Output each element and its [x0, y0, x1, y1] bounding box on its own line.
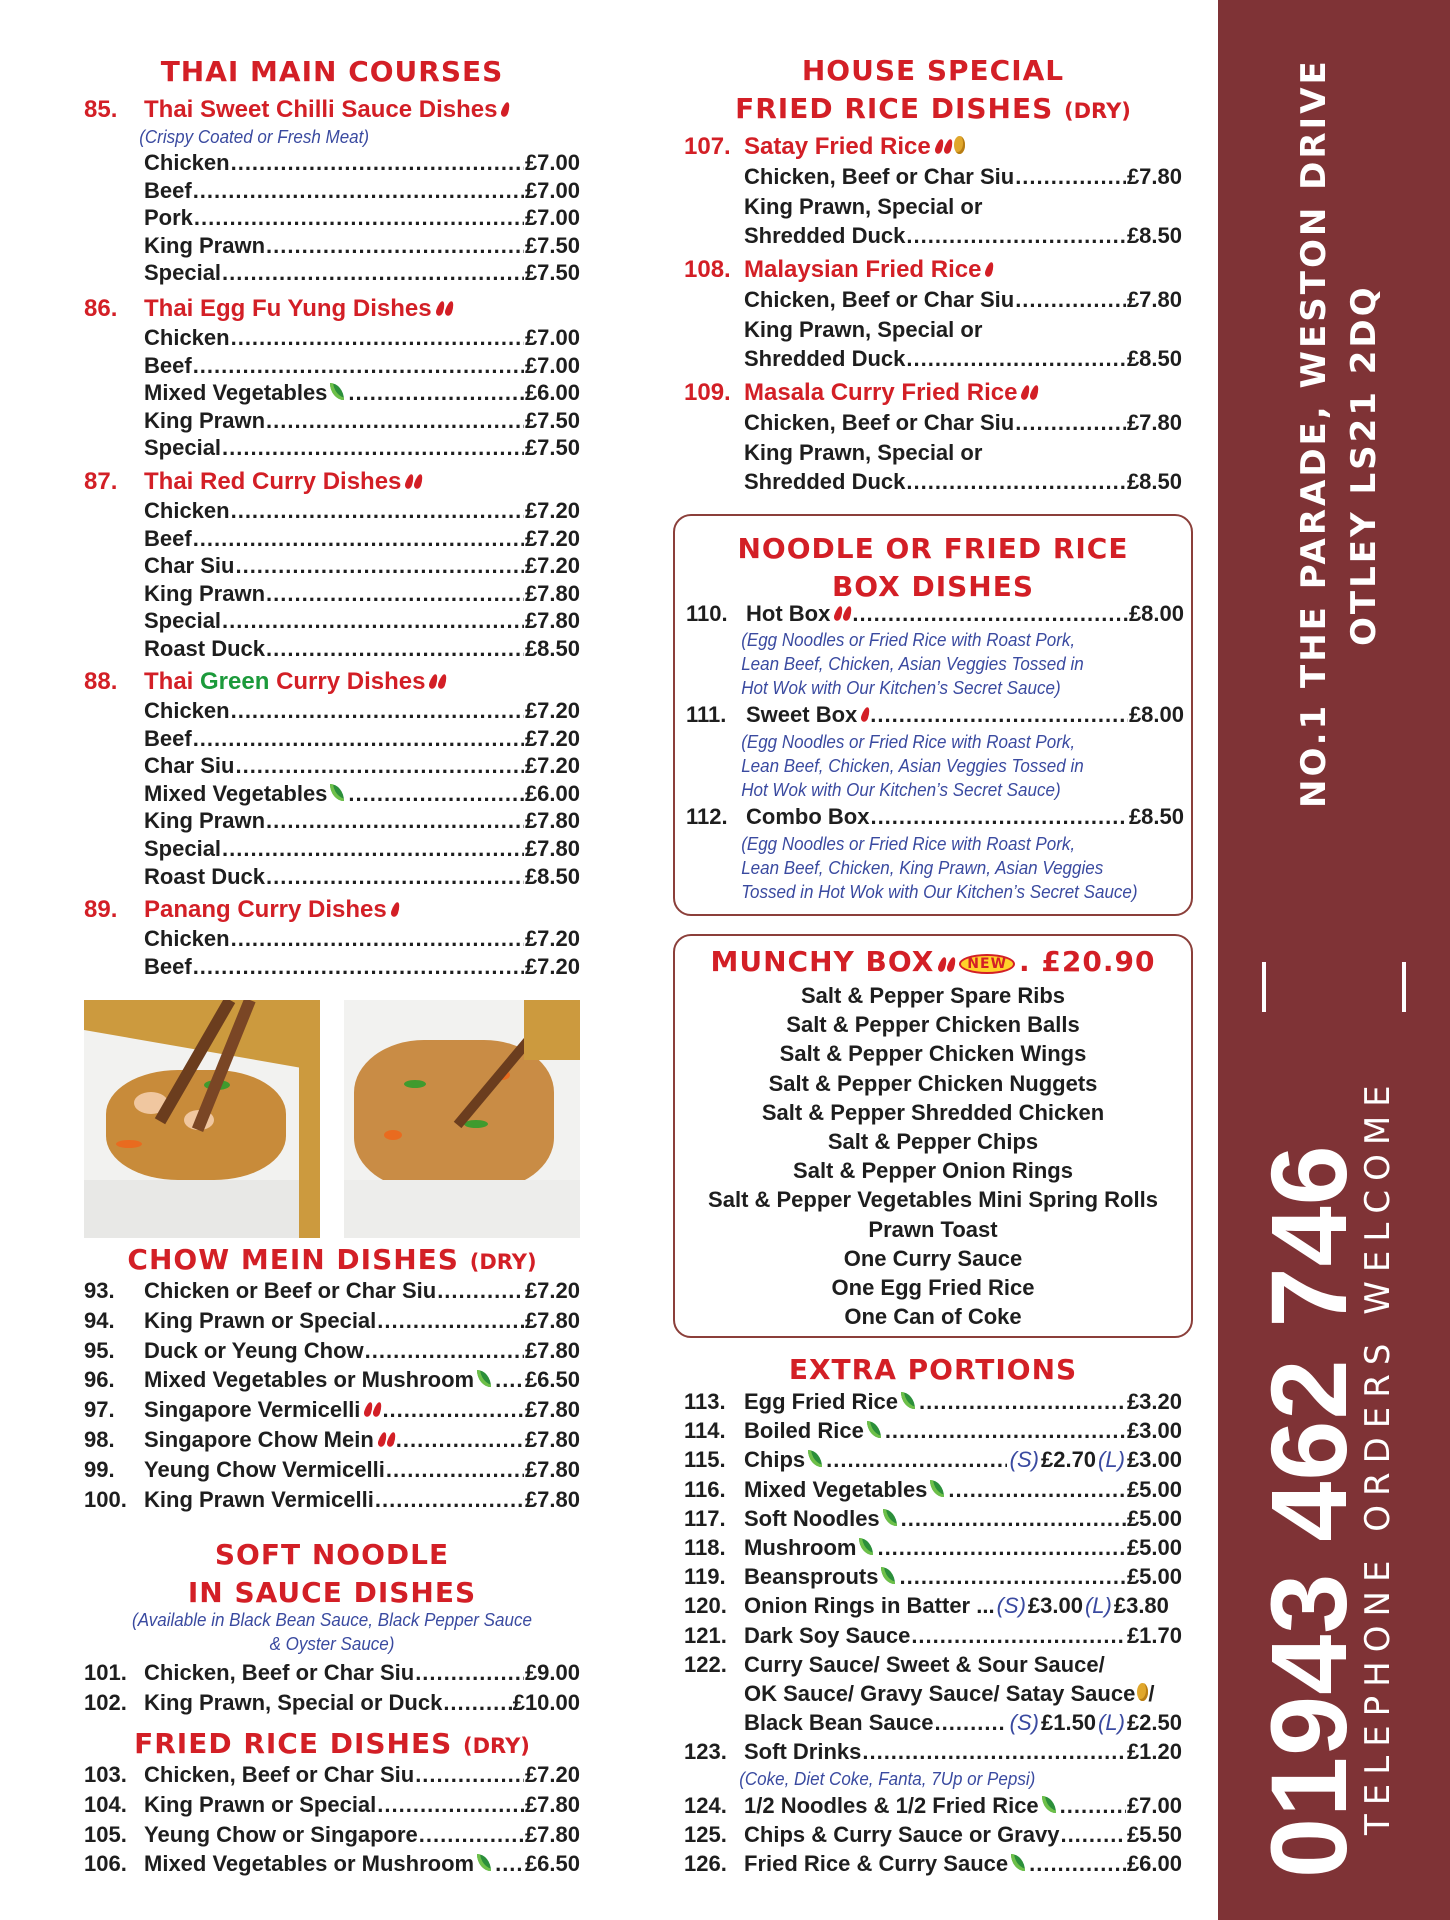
item-list — [84, 697, 580, 890]
item-list — [84, 497, 580, 663]
chilli-icon — [377, 1431, 388, 1447]
address-line-1: NO.1 THE PARADE, WESTON DRIVE — [1294, 58, 1334, 808]
peanut-icon — [1137, 1683, 1148, 1701]
section-title: Panang Curry Dishes — [144, 896, 387, 923]
menu-item: 99. Yeung Chow Vermicelli ..... £7.80 — [84, 1455, 580, 1485]
vegetarian-leaf-icon — [883, 1509, 897, 1526]
list-item: Salt & Pepper Chicken Wings — [779, 1041, 1087, 1067]
telephone-orders-text: TELEPHONE ORDERS WELCOME — [1358, 1076, 1398, 1835]
menu-item: King Prawn ..... £7.50 — [144, 407, 580, 435]
item-note: (Egg Noodles or Fried Rice with Roast Pork, Lean Beef, Chicken, King Prawn, Asian Veggies Tossed in Hot Wok with Our Kitchen’s Secret Sauce) — [741, 833, 1138, 902]
fried-rice-box-photo — [344, 1000, 580, 1238]
menu-item: 100. King Prawn Vermicelli ..... £7.80 — [84, 1485, 580, 1515]
menu-item: Special ..... £7.50 — [144, 434, 580, 462]
chilli-icon — [500, 101, 511, 117]
address-line-2: OTLEY LS21 2DQ — [1344, 284, 1384, 646]
menu-item: Chicken, Beef or Char Siu ..... £7.80 — [744, 408, 1182, 438]
section-title: Thai Egg Fu Yung Dishes — [144, 295, 432, 322]
menu-item-continued: Black Bean Sauce ..... (S) £1.50 (L) £2.50 — [684, 1708, 1182, 1737]
menu-item: King Prawn ..... £7.80 — [144, 807, 580, 835]
menu-item: 123. Soft Drinks ..... £1.20 — [684, 1737, 1182, 1766]
list-item: Salt & Pepper Vegetables Mini Spring Rolls — [708, 1187, 1158, 1213]
menu-item: King Prawn ..... £7.80 — [144, 580, 580, 608]
soft-noodle-list — [84, 1658, 580, 1718]
menu-item: Pork ..... £7.00 — [144, 204, 580, 232]
vegetarian-leaf-icon — [1011, 1854, 1025, 1871]
list-item: One Curry Sauce — [843, 1245, 1023, 1271]
soft-noodle-heading: SOFT NOODLE IN SAUCE DISHES — [187, 1538, 477, 1609]
extra-portions-list — [684, 1387, 1182, 1878]
chilli-icon — [984, 261, 995, 277]
section-109: 109. Masala Curry Fried Rice Chicken, Beef or Char Siu ..... £7.80 King Prawn, Special or Shredded Duck ..... £8.50 — [684, 377, 1182, 497]
menu-item: 119. Beansprouts ..... £5.00 — [684, 1562, 1182, 1591]
item-list — [84, 149, 580, 287]
menu-item: Beef ..... £7.00 — [144, 177, 580, 205]
new-badge: NEW — [959, 954, 1015, 974]
menu-item: 105. Yeung Chow or Singapore ..... £7.80 — [84, 1820, 580, 1850]
menu-item: 118. Mushroom ..... £5.00 — [684, 1533, 1182, 1562]
noodle-box-photo — [84, 1000, 320, 1238]
fried-rice-list — [84, 1760, 580, 1879]
item-list — [84, 925, 580, 980]
menu-item: 113. Egg Fried Rice ..... £3.20 — [684, 1387, 1182, 1416]
menu-item: Roast Duck ..... £8.50 — [144, 863, 580, 891]
menu-item: King Prawn, Special or — [744, 316, 983, 342]
menu-item: Mixed Vegetables ..... £6.00 — [144, 780, 580, 808]
thai-main-courses-heading: THAI MAIN COURSES — [160, 55, 504, 88]
chilli-icon — [946, 956, 957, 972]
menu-item: 125. Chips & Curry Sauce or Gravy ..... £5.50 — [684, 1820, 1182, 1849]
menu-item: 93. Chicken or Beef or Char Siu ..... £7.20 — [84, 1276, 580, 1306]
menu-item: 95. Duck or Yeung Chow ..... £7.80 — [84, 1336, 580, 1366]
vegetarian-leaf-icon — [859, 1538, 873, 1555]
section-107: 107. Satay Fried Rice Chicken, Beef or Char Siu ..... £7.80 King Prawn, Special or Shredded Duck ..... £8.50 — [684, 131, 1182, 251]
menu-item: Special ..... £7.80 — [144, 607, 580, 635]
menu-item: 94. King Prawn or Special ..... £7.80 — [84, 1306, 580, 1336]
chilli-icon — [390, 901, 401, 917]
phone-number[interactable]: 01943 462 746 — [1248, 1144, 1369, 1878]
menu-item: Beef ..... £7.00 — [144, 352, 580, 380]
section-85: 85. Thai Sweet Chilli Sauce Dishes (Crispy Coated or Fresh Meat) Chicken ..... £7.00 Beef ..... £7.00 Pork ..... £7.00 King Prawn ..... £7.50 Special ..... £7.50 — [84, 94, 580, 287]
vegetarian-leaf-icon — [867, 1421, 881, 1438]
menu-item: 104. King Prawn or Special ..... £7.80 — [84, 1790, 580, 1820]
list-item: Salt & Pepper Spare Ribs — [800, 983, 1066, 1008]
box-dishes-heading: NOODLE OR FRIED RICE BOX DISHES — [737, 532, 1129, 603]
menu-item: 120. Onion Rings in Batter ... (S) £3.00 (L) £3.80 — [684, 1593, 1169, 1619]
chow-mein-heading: CHOW MEIN DISHES (DRY) — [127, 1243, 537, 1276]
vegetarian-leaf-icon — [330, 383, 344, 400]
menu-item-continued: OK Sauce/ Gravy Sauce/ Satay Sauce / — [744, 1681, 1155, 1707]
item-note: (Egg Noodles or Fried Rice with Roast Pork, Lean Beef, Chicken, Asian Veggies Tossed in Hot Wok with Our Kitchen’s Secret Sauce) — [741, 629, 1084, 698]
section-86: 86. Thai Egg Fu Yung Dishes Chicken ..... £7.00 Beef ..... £7.00 Mixed Vegetables ..... £6.00 King Prawn ..... £7.50 Special ..... £7.50 — [84, 293, 580, 462]
fried-rice-heading: FRIED RICE DISHES (DRY) — [134, 1727, 530, 1760]
vegetarian-leaf-icon — [901, 1392, 915, 1409]
menu-item: King Prawn, Special or — [744, 193, 983, 219]
section-title: Thai Red Curry Dishes — [144, 468, 402, 495]
divider — [1262, 962, 1266, 1012]
menu-item: Shredded Duck ..... £8.50 — [744, 344, 1182, 374]
section-note: (Crispy Coated or Fresh Meat) — [139, 126, 370, 147]
chilli-icon — [437, 673, 448, 689]
vegetarian-leaf-icon — [930, 1480, 944, 1497]
list-item: Salt & Pepper Chicken Balls — [786, 1012, 1080, 1038]
menu-item: Char Siu ..... £7.20 — [144, 752, 580, 780]
menu-item: Shredded Duck ..... £8.50 — [744, 221, 1182, 251]
menu-item: 96. Mixed Vegetables or Mushroom ..... £6.50 — [84, 1365, 580, 1395]
munchy-box-items — [675, 981, 1191, 1331]
menu-item: King Prawn ..... £7.50 — [144, 232, 580, 260]
contact-band — [1218, 0, 1450, 1920]
menu-item: Beef ..... £7.20 — [144, 953, 580, 981]
vegetarian-leaf-icon — [881, 1567, 895, 1584]
menu-item: 97. Singapore Vermicelli ..... £7.80 — [84, 1395, 580, 1425]
item-note: (Egg Noodles or Fried Rice with Roast Pork, Lean Beef, Chicken, Asian Veggies Tossed in Hot Wok with Our Kitchen’s Secret Sauce) — [741, 731, 1084, 800]
section-87: 87. Thai Red Curry Dishes Chicken ..... £7.20 Beef ..... £7.20 Char Siu ..... £7.20 King Prawn ..... £7.80 Special ..... £7.80 Roast Duck ..... £8.50 — [84, 466, 580, 663]
menu-item: 126. Fried Rice & Curry Sauce ..... £6.00 — [684, 1849, 1182, 1878]
chilli-icon — [1029, 384, 1040, 400]
list-item: Salt & Pepper Shredded Chicken — [761, 1099, 1105, 1125]
menu-item: 114. Boiled Rice ..... £3.00 — [684, 1416, 1182, 1445]
menu-item: Special ..... £7.80 — [144, 835, 580, 863]
menu-item: 102. King Prawn, Special or Duck ..... £10.00 — [84, 1688, 580, 1718]
menu-item: Beef ..... £7.20 — [144, 725, 580, 753]
menu-item: 112. Combo Box ..... £8.50 — [686, 802, 1184, 832]
chilli-icon — [934, 138, 945, 154]
menu-item: 124. 1/2 Noodles & 1/2 Fried Rice ..... £7.00 — [684, 1791, 1182, 1820]
munchy-box-panel — [673, 934, 1193, 1338]
menu-item: Special ..... £7.50 — [144, 259, 580, 287]
menu-item: Chicken ..... £7.20 — [144, 925, 580, 953]
menu-item: 103. Chicken, Beef or Char Siu ..... £7.20 — [84, 1760, 580, 1790]
menu-item: 115. Chips ..... (S) £2.70 (L) £3.00 — [684, 1445, 1182, 1474]
vegetarian-leaf-icon — [477, 1370, 491, 1387]
menu-item: Shredded Duck ..... £8.50 — [744, 467, 1182, 497]
list-item: Prawn Toast — [868, 1216, 998, 1242]
munchy-box-price: . £20.90 — [1019, 945, 1156, 978]
chilli-icon — [943, 138, 954, 154]
chilli-icon — [443, 300, 454, 316]
peanut-icon — [954, 136, 965, 154]
menu-item: Chicken ..... £7.20 — [144, 697, 580, 725]
menu-item: 111. Sweet Box ..... £8.00 — [686, 700, 1184, 730]
menu-item: Chicken ..... £7.00 — [144, 324, 580, 352]
menu-item: Chicken, Beef or Char Siu ..... £7.80 — [744, 162, 1182, 192]
item-note: (Coke, Diet Coke, Fanta, 7Up or Pepsi) — [739, 1767, 1036, 1789]
section-88: 88. Thai Green Curry Dishes Chicken ..... £7.20 Beef ..... £7.20 Char Siu ..... £7.20 Mixed Vegetables ..... £6.00 King Prawn ..... £7.80 Special ..... £7.80 Roast Duck ..... £8.50 — [84, 666, 580, 890]
menu-item: Mixed Vegetables ..... £6.00 — [144, 379, 580, 407]
menu-item: Roast Duck ..... £8.50 — [144, 635, 580, 663]
section-title: Thai Sweet Chilli Sauce Dishes — [144, 96, 498, 123]
list-item: One Can of Coke — [844, 1304, 1022, 1330]
munchy-box-heading: MUNCHY BOX NEW . £20.90 — [710, 945, 1156, 978]
menu-item: 98. Singapore Chow Mein ..... £7.80 — [84, 1425, 580, 1455]
menu-item: 106. Mixed Vegetables or Mushroom ..... £6.50 — [84, 1849, 580, 1879]
chilli-icon — [434, 300, 445, 316]
section-89: 89. Panang Curry Dishes Chicken ..... £7.20 Beef ..... £7.20 — [84, 894, 580, 980]
menu-item: Chicken ..... £7.20 — [144, 497, 580, 525]
menu-item: 110. Hot Box ..... £8.00 — [686, 600, 1184, 628]
section-108: 108. Malaysian Fried Rice Chicken, Beef or Char Siu ..... £7.80 King Prawn, Special or Shredded Duck ..... £8.50 — [684, 254, 1182, 374]
menu-item: 101. Chicken, Beef or Char Siu ..... £9.00 — [84, 1658, 580, 1688]
box-dishes-panel — [673, 514, 1193, 916]
menu-item: 121. Dark Soy Sauce ..... £1.70 — [684, 1621, 1182, 1650]
menu-item: Chicken ..... £7.00 — [144, 149, 580, 177]
soft-noodle-note: (Available in Black Bean Sauce, Black Pepper Sauce & Oyster Sauce) — [132, 1609, 532, 1654]
house-special-heading: HOUSE SPECIAL FRIED RICE DISHES (DRY) — [735, 54, 1131, 125]
menu-item: 116. Mixed Vegetables ..... £5.00 — [684, 1475, 1182, 1504]
divider — [1402, 962, 1406, 1012]
vegetarian-leaf-icon — [477, 1854, 491, 1871]
menu-item: 122. Curry Sauce/ Sweet & Sour Sauce/ — [684, 1651, 1105, 1677]
vegetarian-leaf-icon — [808, 1450, 822, 1467]
item-list — [84, 324, 580, 462]
list-item: Salt & Pepper Onion Rings — [793, 1158, 1073, 1184]
menu-item: Beef ..... £7.20 — [144, 525, 580, 553]
chow-mein-list — [84, 1276, 580, 1514]
list-item: Salt & Pepper Chips — [827, 1129, 1039, 1155]
vegetarian-leaf-icon — [330, 784, 344, 801]
list-item: Salt & Pepper Chicken Nuggets — [768, 1070, 1098, 1096]
chilli-icon — [413, 473, 424, 489]
menu-item: Char Siu ..... £7.20 — [144, 552, 580, 580]
menu-item: King Prawn, Special or — [744, 439, 983, 465]
vegetarian-leaf-icon — [1042, 1796, 1056, 1813]
list-item: One Egg Fried Rice — [831, 1275, 1035, 1301]
menu-item: 117. Soft Noodles ..... £5.00 — [684, 1504, 1182, 1533]
box-dishes-list — [686, 600, 1184, 904]
extra-portions-heading: EXTRA PORTIONS — [788, 1353, 1078, 1386]
menu-item: Chicken, Beef or Char Siu ..... £7.80 — [744, 285, 1182, 315]
